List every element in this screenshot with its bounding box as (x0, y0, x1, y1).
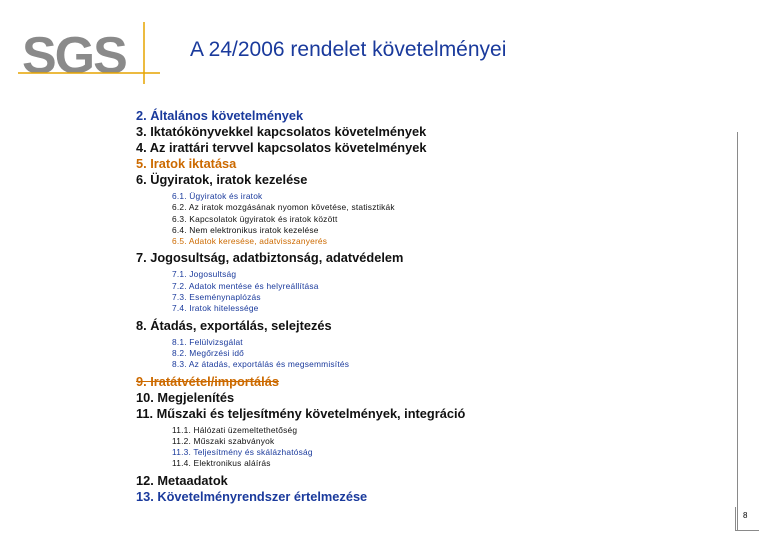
outline-item: 11. Műszaki és teljesítmény követelmények, integráció (136, 405, 466, 421)
sgs-logo-text: SGS (22, 27, 126, 85)
outline-subitem: 6.4. Nem elektronikus iratok kezelése (172, 224, 319, 235)
outline-item: 10. Megjelenítés (136, 389, 235, 405)
outline-item: 7. Jogosultság, adatbiztonság, adatvédelem (136, 250, 404, 266)
outline-subitem: 6.1. Ügyiratok és iratok (172, 191, 263, 201)
outline-subitem: 7.1. Jogosultság (172, 269, 237, 280)
outline-subitem: 11.4. Elektronikus aláírás (172, 458, 271, 469)
outline-item: 2. Általános követelmények (136, 108, 304, 123)
outline-subitems (136, 425, 465, 470)
outline-subitem: 11.1. Hálózati üzemeltethetőség (172, 424, 298, 435)
outline-item: 8. Átadás, exportálás, selejtezés (136, 317, 332, 333)
outline-subitem: 8.1. Felülvizsgálat (172, 336, 243, 347)
outline-subitems (136, 191, 465, 247)
right-vertical-rule (737, 132, 738, 530)
outline-subitem: 6.3. Kapcsolatok ügyiratok és iratok között (172, 213, 338, 224)
outline-subitem: 8.3. Az átadás, exportálás és megsemmisítés (172, 359, 350, 370)
outline-item: 5. Iratok iktatása (136, 156, 237, 171)
outline-subitem: 11.2. Műszaki szabványok (172, 435, 275, 446)
outline-item: 3. Iktatókönyvekkel kapcsolatos követelmények (136, 124, 427, 139)
outline-item: 6. Ügyiratok, iratok kezelése (136, 172, 308, 187)
outline-subitem: 6.2. Az iratok mozgásának nyomon követése, statisztikák (172, 202, 395, 213)
outline-subitem: 11.3. Teljesítmény és skálázhatóság (172, 447, 313, 458)
slide-title: A 24/2006 rendelet követelményei (190, 38, 507, 61)
outline-subitem: 7.4. Iratok hitelessége (172, 303, 259, 314)
outline-subitem: 6.5. Adatok keresése, adatvisszanyerés (172, 236, 328, 247)
outline-item: 4. Az irattári tervvel kapcsolatos követelmények (136, 140, 427, 155)
outline-subitems (136, 269, 465, 314)
outline-item: 13. Követelményrendszer értelmezése (136, 488, 368, 504)
outline-subitems (136, 337, 465, 371)
outline-item: 9. Iratátvétel/importálás (136, 373, 279, 389)
outline-item: 12. Metaadatok (136, 472, 228, 488)
outline-subitem: 7.3. Eseménynaplózás (172, 292, 261, 303)
outline-subitem: 8.2. Megőrzési idő (172, 347, 245, 358)
outline-subitem: 7.2. Adatok mentése és helyreállítása (172, 280, 319, 291)
requirements-outline (136, 108, 465, 505)
sgs-logo (18, 18, 162, 86)
page-number: 8 (743, 511, 748, 520)
